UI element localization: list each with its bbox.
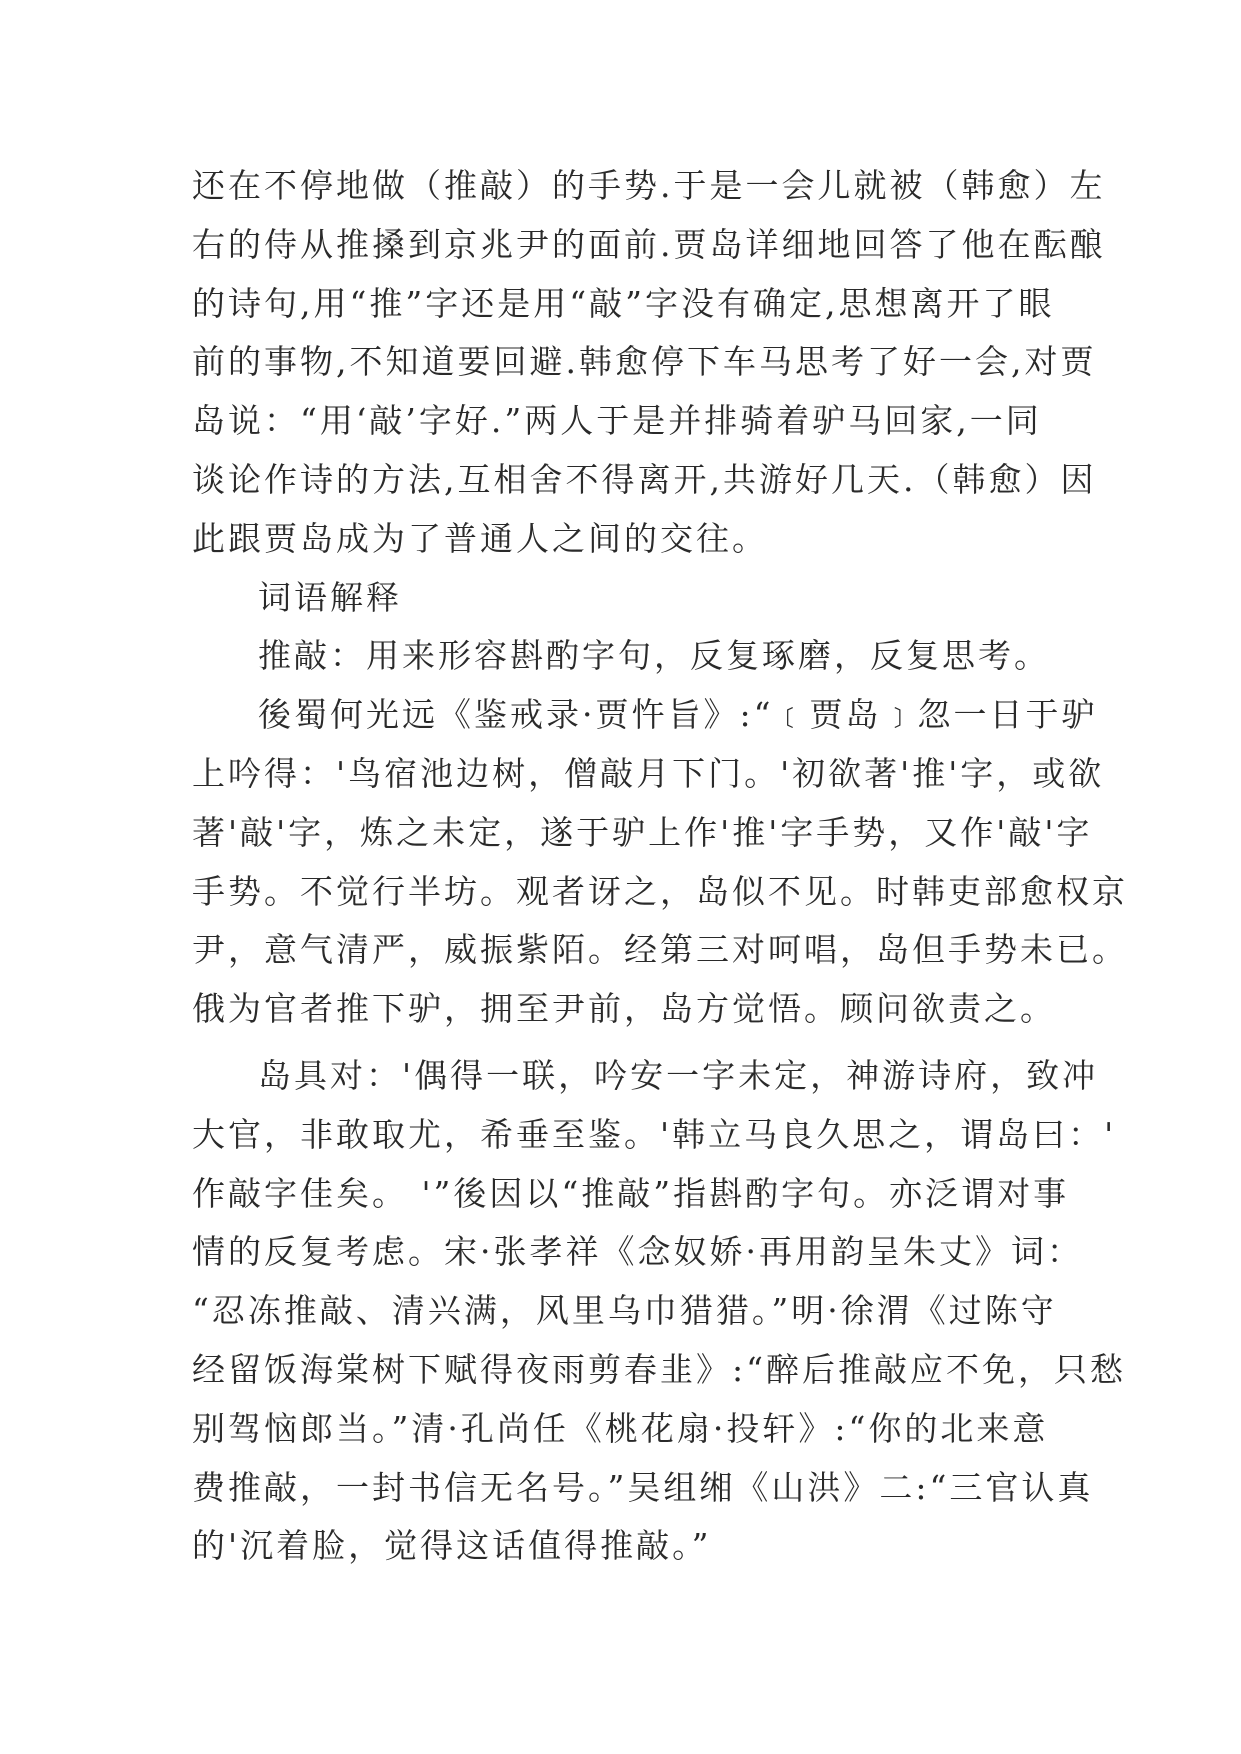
text-line: 上吟得：'鸟宿池边树，僧敲月下门。'初欲著'推'字，或欲 (192, 753, 1105, 793)
text-line: 此跟贾岛成为了普通人之间的交往。 (192, 518, 768, 558)
text-line: 俄为官者推下驴，拥至尹前，岛方觉悟。顾问欲责之。 (192, 989, 1056, 1029)
paragraph-citations (192, 1047, 1126, 1576)
paragraph-translation (192, 157, 1106, 569)
text-line: 还在不停地做（推敲）的手势.于是一会儿就被（韩愈）左 (192, 166, 1106, 205)
text-line: 的诗句,用“推”字还是用“敲”字没有确定,思想离开了眼 (192, 283, 1055, 323)
section-heading: 词语解释 (258, 577, 402, 617)
document-body (192, 157, 1128, 1576)
text-line: 右的侍从推搡到京兆尹的面前.贾岛详细地回答了他在酝酿 (192, 224, 1106, 264)
text-line: 前的事物,不知道要回避.韩愈停下车马思考了好一会,对贾 (192, 342, 1097, 382)
text-line: 的'沉着脸，觉得这话值得推敲。” (192, 1526, 712, 1566)
paragraph-gap (192, 1039, 1072, 1047)
text-line: 手势。不觉行半坊。观者讶之，岛似不见。时韩吏部愈权京 (192, 871, 1128, 911)
paragraph-source-quote (192, 686, 1128, 1039)
text-line: 情的反复考虑。宋·张孝祥《念奴娇·再用韵呈朱丈》词： (192, 1232, 1083, 1272)
text-line: 作敲字佳矣。 '”後因以“推敲”指斟酌字句。亦泛谓对事 (192, 1173, 1070, 1213)
text-line: 岛说：“用‘敲’字好.”两人于是并排骑着驴马回家,一同 (192, 401, 1042, 441)
text-line: 後蜀何光远《鉴戒录·贾忤旨》:“﹝贾岛﹞忽一日于驴 (258, 695, 1098, 735)
text-line: 别驾恼郎当。”清·孔尚任《桃花扇·投轩》:“你的北来意 (192, 1408, 1049, 1448)
text-line: 费推敲，一封书信无名号。”吴组缃《山洪》二:“三官认真 (192, 1467, 1094, 1507)
text-line: “忍冻推敲、清兴满，风里乌巾猎猎。”明·徐渭《过陈守 (192, 1291, 1057, 1331)
text-line: 经留饭海棠树下赋得夜雨剪春韭》:“醉后推敲应不免，只愁 (192, 1349, 1126, 1389)
text-line: 岛具对：'偶得一联，吟安一字未定，神游诗府，致冲 (258, 1055, 1099, 1095)
text-line: 谈论作诗的方法,互相舍不得离开,共游好几天.（韩愈）因 (192, 459, 1097, 499)
definition-text: 推敲：用来形容斟酌字句，反复琢磨，反复思考。 (258, 636, 1050, 676)
text-line: 尹，意气清严，威振紫陌。经第三对呵唱，岛但手势未已。 (192, 930, 1128, 970)
text-line: 著'敲'字，炼之未定，遂于驴上作'推'字手势，又作'敲'字 (192, 812, 1093, 852)
text-line: 大官，非敢取尤，希垂至鉴。'韩立马良久思之，谓岛曰：' (192, 1114, 1117, 1154)
